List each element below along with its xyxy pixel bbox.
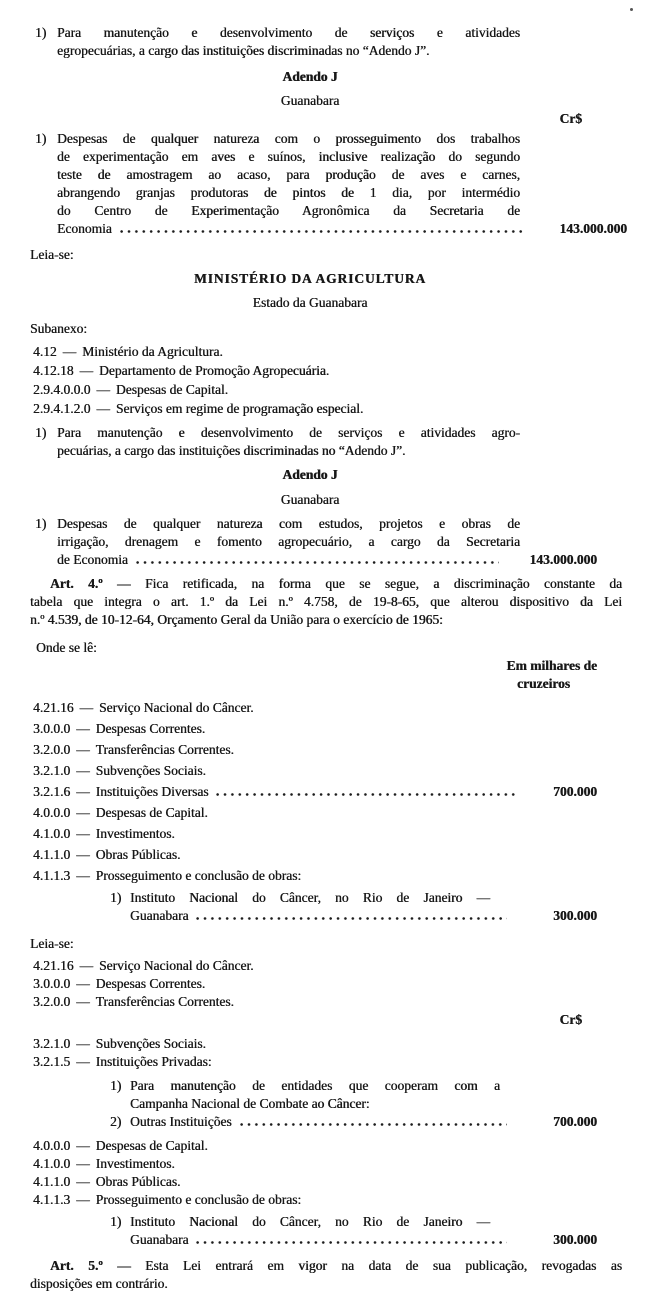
item-code: 4.12 — [33, 344, 57, 359]
code-item-row — [33, 825, 597, 843]
code-label: Obras Públicas. — [95, 847, 181, 862]
code-item-row — [33, 1137, 597, 1155]
code-label: Investimentos. — [95, 826, 175, 841]
currency-label: Cr$ — [559, 1012, 582, 1027]
estado-subheading: Estado da Guanabara — [252, 295, 368, 310]
item-code: 4.1.0.0 — [33, 1156, 71, 1171]
paragraph-line: irrigação, drenagem e fomento agropecuário, a cargo da Secretaria — [57, 534, 520, 549]
paragraph-line — [30, 1257, 622, 1275]
item-code: 3.0.0.0 — [33, 976, 71, 991]
item-number: 1) — [110, 1214, 122, 1229]
paragraph-text: Fica retificada, na forma que se segue, a discriminação constante da — [130, 576, 623, 591]
numbered-item — [35, 515, 597, 569]
budget-code-list — [33, 699, 597, 885]
item-code: 3.2.0.0 — [33, 994, 71, 1009]
dotted-leader — [196, 915, 507, 922]
article-4-paragraph — [30, 575, 622, 629]
code-item-row — [33, 741, 597, 759]
em-dash: — — [79, 363, 93, 378]
item-code: 3.2.0.0 — [33, 742, 71, 757]
code-label: Ministério da Agricultura. — [82, 344, 223, 359]
numbered-item — [35, 424, 627, 460]
leader-label: Outras Instituições — [130, 1114, 232, 1129]
unit-note-line: Em milhares de — [506, 658, 597, 673]
paragraph-line: pecuárias, a cargo das instituições discriminadas no “Adendo J”. — [57, 443, 406, 458]
article-5-paragraph — [30, 1257, 622, 1293]
item-number: 1) — [35, 25, 47, 40]
code-label: Serviços em regime de programação especial. — [115, 401, 364, 416]
item-number: 2) — [110, 1114, 122, 1129]
em-dash: — — [76, 742, 90, 757]
em-dash: — — [76, 721, 90, 736]
item-number: 1) — [35, 425, 47, 440]
dotted-leader — [136, 559, 499, 566]
paragraph-line — [30, 575, 622, 593]
em-dash: — — [79, 700, 93, 715]
code-item-row — [33, 380, 645, 399]
paragraph-line: n.º 4.539, de 10-12-64, Orçamento Geral da União para o exercício de 1965: — [30, 612, 443, 627]
code-label: Despesas Correntes. — [95, 976, 206, 991]
code-item-row — [33, 361, 645, 380]
subanexo-list — [33, 342, 645, 418]
item-code: 4.1.1.0 — [33, 847, 71, 862]
item-code: 4.0.0.0 — [33, 805, 71, 820]
code-label: Transferências Correntes. — [95, 994, 234, 1009]
item-code: 3.2.1.6 — [33, 784, 71, 799]
em-dash: — — [76, 1054, 90, 1069]
budget-code-list — [33, 1137, 597, 1209]
nested-numbered-item — [110, 889, 597, 925]
code-item-row — [33, 804, 597, 822]
leader-row — [110, 907, 597, 925]
item-code: 3.2.1.5 — [33, 1054, 71, 1069]
code-item-row — [33, 720, 597, 738]
code-item-row — [33, 1155, 597, 1173]
paragraph-line: Despesas de qualquer natureza com o prosseguimento dos trabalhos — [57, 131, 520, 146]
paragraph-line: egropecuárias, a cargo das instituições discriminadas no “Adendo J”. — [57, 43, 430, 58]
paragraph-text: Esta Lei entrará em vigor na data de sua publicação, revogadas as — [130, 1258, 622, 1273]
em-dash: — — [76, 1138, 90, 1153]
leader-row — [110, 1113, 597, 1131]
code-item-row — [33, 783, 597, 801]
article-label: Art. 4.º — — [50, 576, 131, 591]
code-label: Despesas de Capital. — [115, 382, 228, 397]
code-label: Obras Públicas. — [95, 1174, 181, 1189]
code-label: Investimentos. — [95, 1156, 175, 1171]
em-dash: — — [76, 1192, 90, 1207]
paragraph-line: Para manutenção de entidades que cooperam com a — [130, 1078, 500, 1093]
article-label: Art. 5.º — — [50, 1258, 131, 1273]
em-dash: — — [76, 784, 90, 799]
code-label: Prosseguimento e conclusão de obras: — [95, 868, 302, 883]
amount-value: 300.000 — [553, 908, 597, 923]
item-code: 4.21.16 — [33, 700, 74, 715]
item-code: 4.1.0.0 — [33, 826, 71, 841]
item-number: 1) — [35, 516, 47, 531]
code-item-row — [33, 993, 597, 1011]
code-label: Instituições Privadas: — [95, 1054, 212, 1069]
paragraph-line: Campanha Nacional de Combate ao Câncer: — [130, 1096, 370, 1111]
em-dash: — — [62, 344, 77, 359]
dotted-leader — [216, 791, 517, 798]
paragraph-line: teste de amostragem ao acaso, para produção de aves e carnes, — [57, 167, 520, 182]
code-label: Serviço Nacional do Câncer. — [99, 700, 254, 715]
scan-speck — [630, 8, 633, 11]
code-item-row — [33, 975, 597, 993]
dotted-leader — [120, 228, 525, 235]
em-dash: — — [76, 868, 90, 883]
code-label: Despesas de Capital. — [95, 1138, 208, 1153]
amount-value: 700.000 — [553, 1114, 597, 1129]
em-dash: — — [76, 826, 90, 841]
paragraph-line: de experimentação em aves e suínos, inclusive realização do segundo — [57, 149, 520, 164]
code-label: Subvenções Sociais. — [95, 763, 206, 778]
paragraph-line: Despesas de qualquer natureza com estudos, projetos e obras de — [57, 516, 520, 531]
code-item-row — [33, 1053, 597, 1071]
item-code: 4.0.0.0 — [33, 1138, 71, 1153]
item-code: 3.2.1.0 — [33, 1036, 71, 1051]
code-label: Transferências Correntes. — [95, 742, 234, 757]
code-label: Instituições Diversas — [95, 784, 209, 799]
item-code: 4.1.1.0 — [33, 1174, 71, 1189]
amount-value: 143.000.000 — [559, 221, 627, 236]
leader-label: Guanabara — [130, 908, 189, 923]
paragraph-line: Para manutenção e desenvolvimento de serviços e atividades agro- — [57, 425, 520, 440]
code-item-row — [33, 399, 645, 418]
paragraph-line: Para manutenção e desenvolvimento de serviços e atividades — [57, 25, 520, 40]
amount-value: 300.000 — [553, 1232, 597, 1247]
currency-label: Cr$ — [559, 111, 582, 126]
item-code: 4.21.16 — [33, 958, 74, 973]
code-label: Despesas Correntes. — [95, 721, 206, 736]
code-item-row — [33, 1173, 597, 1191]
code-label: Departamento de Promoção Agropecuária. — [99, 363, 330, 378]
paragraph-line: Instituto Nacional do Câncer, no Rio de Janeiro — — [130, 1214, 490, 1229]
code-label: Serviço Nacional do Câncer. — [99, 958, 254, 973]
em-dash: — — [76, 1174, 90, 1189]
item-code: 4.1.1.3 — [33, 868, 71, 883]
paragraph-line: Instituto Nacional do Câncer, no Rio de Janeiro — — [130, 890, 490, 905]
em-dash: — — [76, 976, 90, 991]
item-code: 3.2.1.0 — [33, 763, 71, 778]
code-item-row — [33, 1035, 597, 1053]
code-item-row — [33, 1191, 597, 1209]
code-item-row — [33, 342, 645, 361]
paragraph-line: disposições em contrário. — [30, 1276, 168, 1291]
leader-row — [35, 220, 627, 238]
code-item-row — [33, 762, 597, 780]
paragraph-line: abrangendo granjas produtoras de pintos de 1 dia, por intermédio — [57, 185, 520, 200]
unit-note-line: cruzeiros — [517, 676, 570, 691]
heading-adendo: Adendo J — [282, 467, 338, 482]
leader-row — [110, 1231, 597, 1249]
leader-row — [35, 551, 597, 569]
code-item-row — [33, 846, 597, 864]
item-code: 3.0.0.0 — [33, 721, 71, 736]
onde-se-le-label: Onde se lê: — [36, 640, 97, 655]
em-dash: — — [76, 847, 90, 862]
numbered-item — [35, 24, 627, 60]
em-dash: — — [76, 994, 90, 1009]
em-dash: — — [76, 1036, 90, 1051]
em-dash: — — [79, 958, 93, 973]
heading-adendo: Adendo J — [282, 69, 338, 84]
code-label: Subvenções Sociais. — [95, 1036, 206, 1051]
unit-note — [0, 657, 597, 693]
leiase-label: Leia-se: — [30, 247, 74, 262]
budget-code-list — [33, 957, 597, 1011]
item-code: 4.12.18 — [33, 363, 74, 378]
nested-numbered-item — [110, 1077, 597, 1131]
code-item-row — [33, 867, 597, 885]
subanexo-label: Subanexo: — [30, 321, 87, 336]
code-label: Prosseguimento e conclusão de obras: — [95, 1192, 302, 1207]
paragraph-line: do Centro de Experimentação Agronômica da Secretaria de — [57, 203, 520, 218]
heading-guanabara: Guanabara — [280, 492, 340, 507]
em-dash: — — [76, 1156, 90, 1171]
item-code: 4.1.1.3 — [33, 1192, 71, 1207]
code-label: Despesas de Capital. — [95, 805, 208, 820]
item-number: 1) — [35, 131, 47, 146]
em-dash: — — [96, 382, 110, 397]
amount-value: 700.000 — [553, 784, 597, 799]
item-number: 1) — [110, 890, 122, 905]
dotted-leader — [196, 1239, 507, 1246]
code-item-row — [33, 957, 597, 975]
numbered-item — [35, 130, 627, 238]
budget-code-list — [33, 1035, 597, 1071]
em-dash: — — [76, 763, 90, 778]
dotted-leader — [240, 1121, 507, 1128]
item-number: 1) — [110, 1078, 122, 1093]
code-item-row — [33, 699, 597, 717]
leiase-label: Leia-se: — [30, 936, 74, 951]
leader-label: Economia — [57, 221, 112, 236]
em-dash: — — [96, 401, 110, 416]
item-code: 2.9.4.0.0.0 — [33, 382, 91, 397]
item-code: 2.9.4.1.2.0 — [33, 401, 91, 416]
ministry-heading: MINISTÉRIO DA AGRICULTURA — [193, 271, 427, 286]
amount-value: 143.000.000 — [529, 552, 597, 567]
heading-guanabara: Guanabara — [280, 93, 340, 108]
nested-numbered-item — [110, 1213, 597, 1249]
leader-label: de Economia — [57, 552, 128, 567]
leader-label: Guanabara — [130, 1232, 189, 1247]
paragraph-line: tabela que integra o art. 1.º da Lei n.º 4.758, de 19-8-65, que alterou dispositivo da Lei — [30, 594, 622, 609]
em-dash: — — [76, 805, 90, 820]
